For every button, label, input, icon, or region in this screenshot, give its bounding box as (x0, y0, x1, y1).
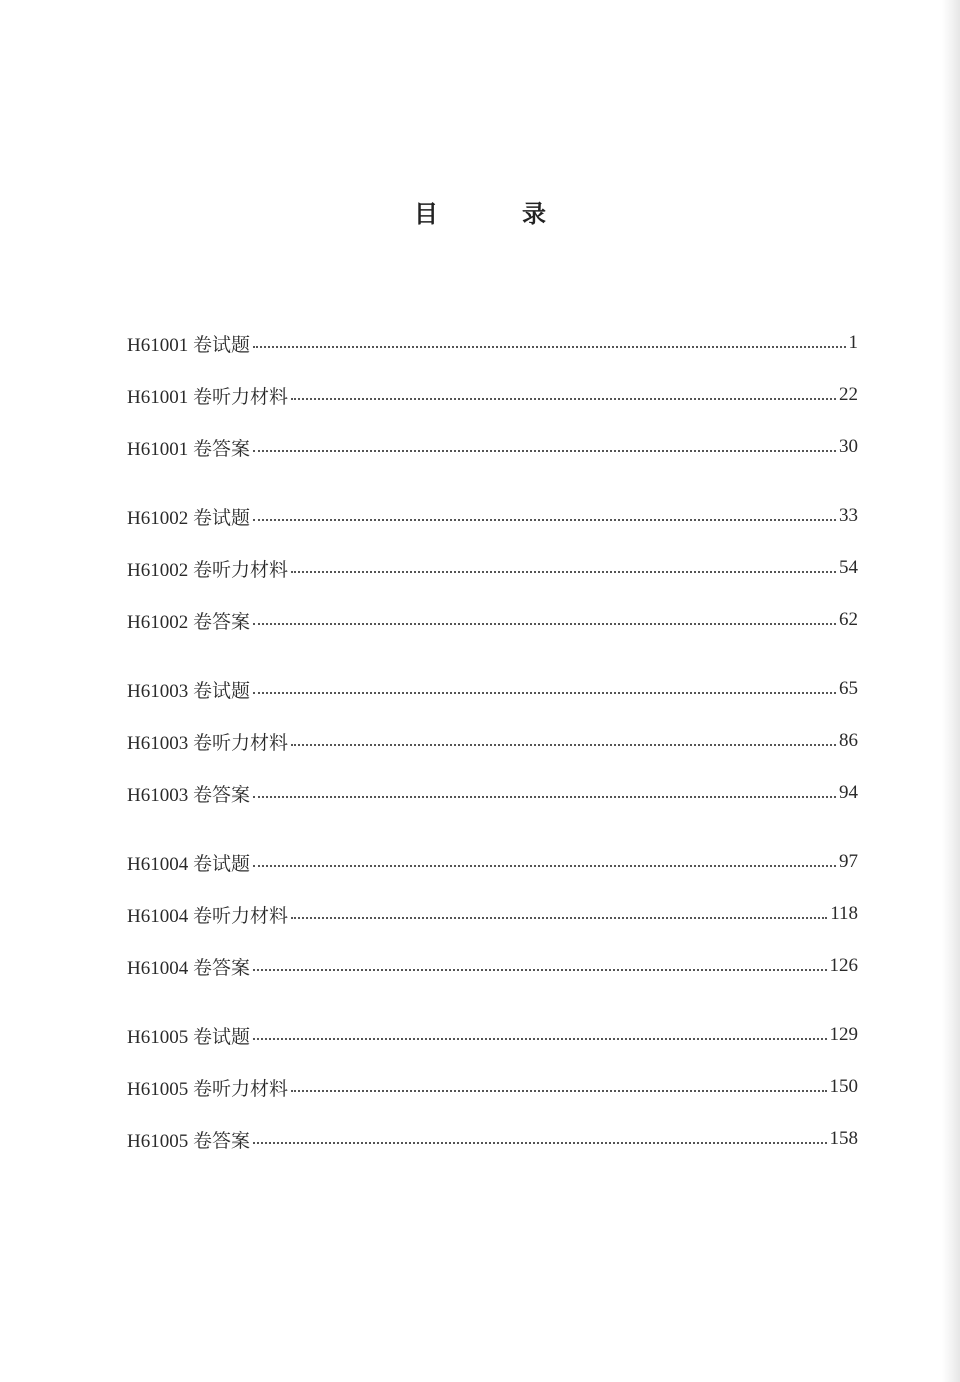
toc-entry (127, 317, 858, 369)
toc-entry-page-number: 150 (829, 1076, 858, 1097)
table-of-contents (127, 317, 858, 1182)
toc-entry-page-number: 126 (829, 955, 858, 976)
toc-entry-label: H61003 卷试题 (127, 680, 250, 702)
toc-entry (127, 715, 858, 767)
toc-entry-label: H61003 卷答案 (127, 784, 250, 806)
dot-leader (291, 1090, 827, 1092)
toc-entry-page-number: 30 (839, 436, 858, 457)
toc-entry-page-number: 158 (829, 1128, 858, 1149)
toc-entry (127, 767, 858, 819)
toc-entry (127, 542, 858, 594)
toc-entry-page-number: 118 (830, 903, 858, 924)
toc-entry-page-number: 94 (839, 782, 858, 803)
dot-leader (253, 346, 846, 348)
dot-leader (253, 623, 836, 625)
toc-entry-label: H61002 卷听力材料 (127, 559, 288, 581)
toc-entry (127, 940, 858, 992)
toc-entry (127, 836, 858, 888)
toc-entry-page-number: 97 (839, 851, 858, 872)
toc-group (127, 1009, 858, 1165)
dot-leader (253, 1142, 827, 1144)
toc-entry-page-number: 22 (839, 384, 858, 405)
toc-entry (127, 888, 858, 940)
toc-entry (127, 1113, 858, 1165)
dot-leader (253, 865, 836, 867)
toc-entry-page-number: 1 (848, 332, 858, 353)
page-title: 目 录 (414, 202, 576, 228)
toc-entry-label: H61005 卷听力材料 (127, 1078, 288, 1100)
toc-group (127, 663, 858, 819)
dot-leader (253, 519, 836, 521)
dot-leader (253, 969, 827, 971)
dot-leader (253, 1038, 827, 1040)
toc-entry-label: H61001 卷听力材料 (127, 386, 288, 408)
toc-entry-label: H61001 卷答案 (127, 438, 250, 460)
dot-leader (291, 571, 836, 573)
dot-leader (253, 692, 836, 694)
toc-entry (127, 663, 858, 715)
toc-entry-label: H61002 卷试题 (127, 507, 250, 529)
toc-entry (127, 369, 858, 421)
toc-entry-label: H61001 卷试题 (127, 334, 250, 356)
toc-entry (127, 1009, 858, 1061)
toc-entry-label: H61004 卷听力材料 (127, 905, 288, 927)
toc-entry-page-number: 65 (839, 678, 858, 699)
dot-leader (253, 796, 836, 798)
toc-entry (127, 1061, 858, 1113)
toc-entry-page-number: 129 (829, 1024, 858, 1045)
toc-entry-label: H61005 卷试题 (127, 1026, 250, 1048)
dot-leader (291, 398, 836, 400)
toc-group (127, 836, 858, 992)
dot-leader (291, 917, 827, 919)
toc-entry-label: H61003 卷听力材料 (127, 732, 288, 754)
toc-entry-page-number: 54 (839, 557, 858, 578)
toc-group (127, 490, 858, 646)
toc-entry-page-number: 86 (839, 730, 858, 751)
toc-entry-label: H61004 卷试题 (127, 853, 250, 875)
dot-leader (253, 450, 836, 452)
toc-entry-page-number: 33 (839, 505, 858, 526)
toc-entry (127, 490, 858, 542)
toc-group (127, 317, 858, 473)
dot-leader (291, 744, 836, 746)
toc-entry-label: H61004 卷答案 (127, 957, 250, 979)
toc-entry (127, 594, 858, 646)
toc-entry-label: H61002 卷答案 (127, 611, 250, 633)
toc-entry (127, 421, 858, 473)
toc-entry-label: H61005 卷答案 (127, 1130, 250, 1152)
toc-entry-page-number: 62 (839, 609, 858, 630)
